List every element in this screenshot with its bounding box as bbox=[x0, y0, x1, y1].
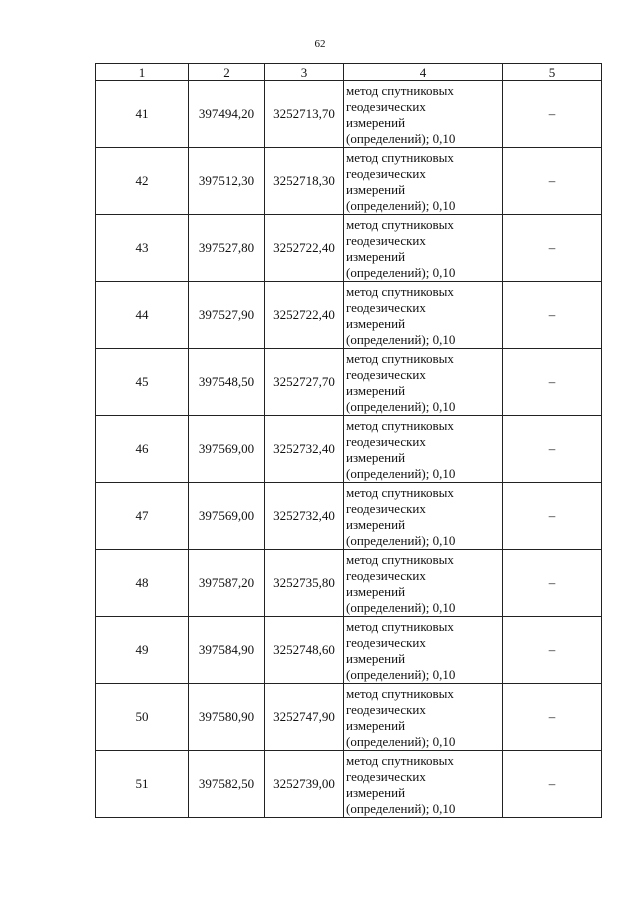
note-dash: – bbox=[503, 349, 602, 416]
coord-x: 397512,30 bbox=[189, 148, 265, 215]
point-number: 44 bbox=[96, 282, 189, 349]
table-row bbox=[96, 617, 602, 684]
method-description: метод спутниковых геодезических измерений (определений); 0,10 bbox=[344, 215, 503, 282]
coord-x: 397582,50 bbox=[189, 751, 265, 818]
note-dash: – bbox=[503, 550, 602, 617]
method-description: метод спутниковых геодезических измерений (определений); 0,10 bbox=[344, 282, 503, 349]
coord-y: 3252735,80 bbox=[265, 550, 344, 617]
coord-x: 397580,90 bbox=[189, 684, 265, 751]
coord-y: 3252739,00 bbox=[265, 751, 344, 818]
table-row bbox=[96, 550, 602, 617]
note-dash: – bbox=[503, 617, 602, 684]
table-row bbox=[96, 215, 602, 282]
table-row bbox=[96, 81, 602, 148]
table-row bbox=[96, 684, 602, 751]
point-number: 51 bbox=[96, 751, 189, 818]
point-number: 49 bbox=[96, 617, 189, 684]
coord-y: 3252722,40 bbox=[265, 282, 344, 349]
note-dash: – bbox=[503, 751, 602, 818]
note-dash: – bbox=[503, 416, 602, 483]
point-number: 47 bbox=[96, 483, 189, 550]
point-number: 42 bbox=[96, 148, 189, 215]
point-number: 46 bbox=[96, 416, 189, 483]
method-description: метод спутниковых геодезических измерений (определений); 0,10 bbox=[344, 684, 503, 751]
coord-x: 397548,50 bbox=[189, 349, 265, 416]
coord-y: 3252732,40 bbox=[265, 416, 344, 483]
note-dash: – bbox=[503, 215, 602, 282]
header-col-1: 1 bbox=[96, 64, 189, 81]
point-number: 48 bbox=[96, 550, 189, 617]
method-description: метод спутниковых геодезических измерений (определений); 0,10 bbox=[344, 148, 503, 215]
note-dash: – bbox=[503, 282, 602, 349]
coord-y: 3252727,70 bbox=[265, 349, 344, 416]
coord-x: 397494,20 bbox=[189, 81, 265, 148]
table-row bbox=[96, 282, 602, 349]
header-col-5: 5 bbox=[503, 64, 602, 81]
table-row bbox=[96, 483, 602, 550]
method-description: метод спутниковых геодезических измерений (определений); 0,10 bbox=[344, 751, 503, 818]
coord-y: 3252748,60 bbox=[265, 617, 344, 684]
table-row bbox=[96, 148, 602, 215]
method-description: метод спутниковых геодезических измерений (определений); 0,10 bbox=[344, 416, 503, 483]
method-description: метод спутниковых геодезических измерений (определений); 0,10 bbox=[344, 617, 503, 684]
coord-y: 3252713,70 bbox=[265, 81, 344, 148]
header-col-4: 4 bbox=[344, 64, 503, 81]
coord-x: 397569,00 bbox=[189, 483, 265, 550]
table-row bbox=[96, 349, 602, 416]
header-col-2: 2 bbox=[189, 64, 265, 81]
point-number: 45 bbox=[96, 349, 189, 416]
note-dash: – bbox=[503, 81, 602, 148]
header-col-3: 3 bbox=[265, 64, 344, 81]
method-description: метод спутниковых геодезических измерений (определений); 0,10 bbox=[344, 349, 503, 416]
coord-x: 397587,20 bbox=[189, 550, 265, 617]
note-dash: – bbox=[503, 483, 602, 550]
page-number: 62 bbox=[314, 38, 326, 50]
method-description: метод спутниковых геодезических измерений (определений); 0,10 bbox=[344, 81, 503, 148]
table-body bbox=[96, 81, 602, 818]
table-header bbox=[96, 64, 602, 81]
table-row bbox=[96, 416, 602, 483]
table-row bbox=[96, 751, 602, 818]
coord-y: 3252732,40 bbox=[265, 483, 344, 550]
coord-y: 3252747,90 bbox=[265, 684, 344, 751]
method-description: метод спутниковых геодезических измерений (определений); 0,10 bbox=[344, 483, 503, 550]
note-dash: – bbox=[503, 684, 602, 751]
coord-x: 397584,90 bbox=[189, 617, 265, 684]
point-number: 50 bbox=[96, 684, 189, 751]
coord-x: 397527,90 bbox=[189, 282, 265, 349]
coord-y: 3252722,40 bbox=[265, 215, 344, 282]
coord-x: 397527,80 bbox=[189, 215, 265, 282]
note-dash: – bbox=[503, 148, 602, 215]
method-description: метод спутниковых геодезических измерений (определений); 0,10 bbox=[344, 550, 503, 617]
point-number: 43 bbox=[96, 215, 189, 282]
point-number: 41 bbox=[96, 81, 189, 148]
coord-x: 397569,00 bbox=[189, 416, 265, 483]
coordinates-table bbox=[95, 63, 602, 818]
header-row bbox=[96, 64, 602, 81]
coord-y: 3252718,30 bbox=[265, 148, 344, 215]
